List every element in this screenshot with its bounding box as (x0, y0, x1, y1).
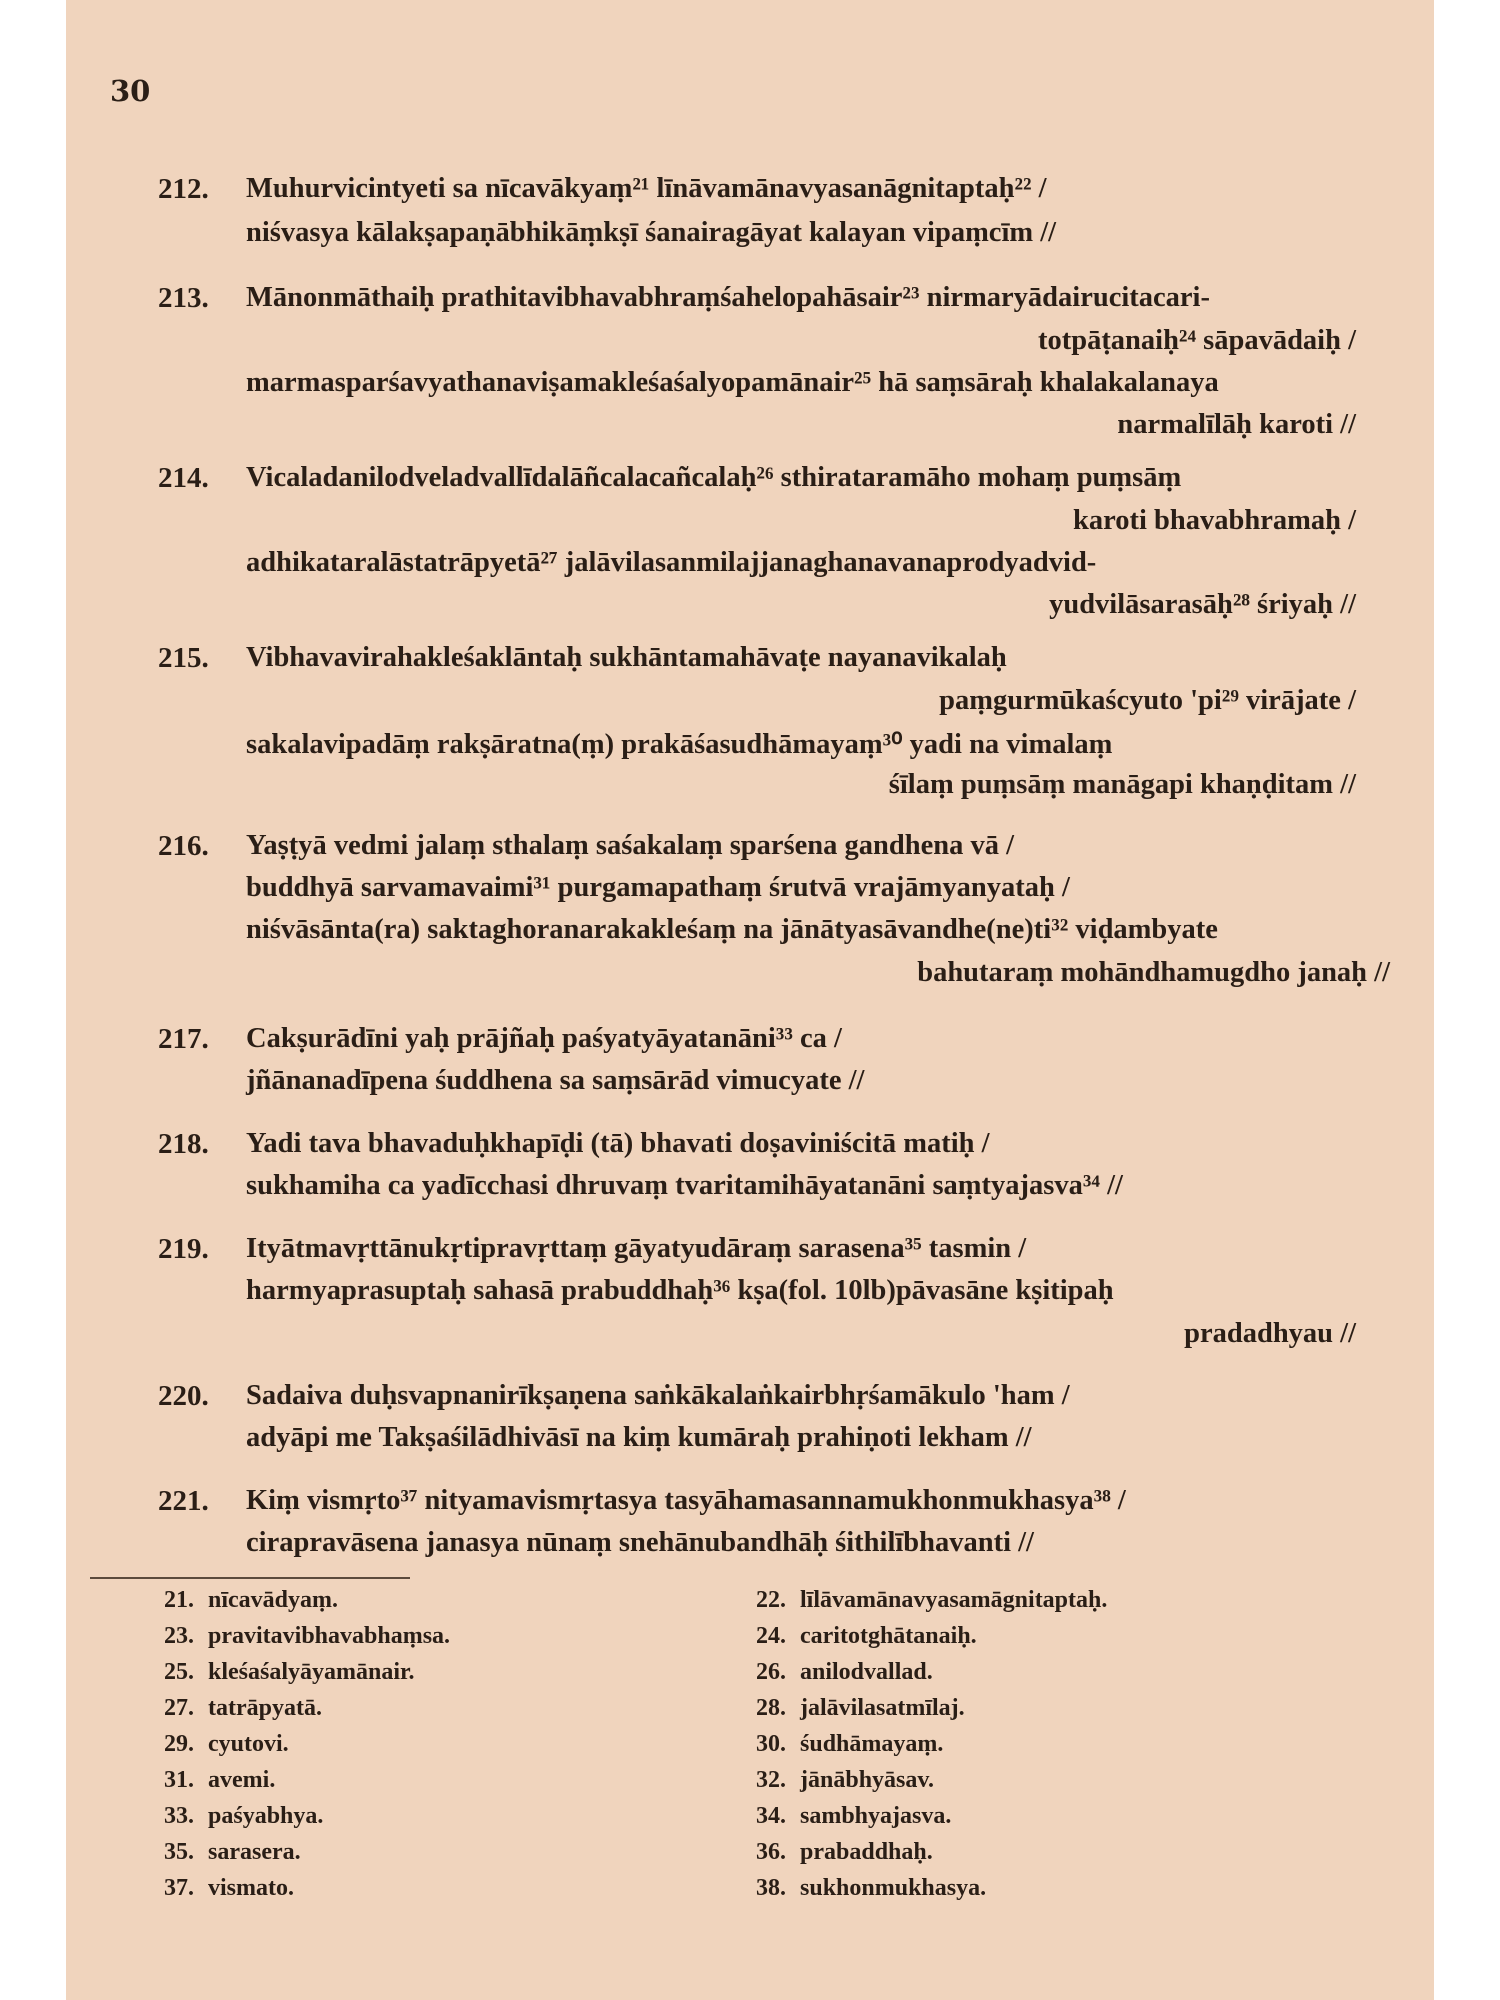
verse-line: Sadaiva duḥsvapnanirīkṣaṇena saṅkākalaṅkairbhṛśamākulo 'ham / (246, 1380, 1070, 1411)
verse-line: Muhurvicintyeti sa nīcavākyaṃ²¹ līnāvamānavyasanāgnitaptaḥ²² / (246, 173, 1047, 204)
verse-number: 220. (158, 1380, 209, 1412)
verse-line: karoti bhavabhramaḥ / (1073, 505, 1356, 536)
footnote (740, 1731, 943, 1758)
footnote-text: sambhyajasva. (800, 1803, 952, 1829)
footnote (740, 1875, 986, 1902)
footnote-text: sukhonmukhasya. (800, 1875, 987, 1901)
footnote-text: tatrāpyatā. (208, 1695, 322, 1721)
verse-line: niśvāsānta(ra) saktaghoranarakakleśaṃ na jānātyasāvandhe(ne)ti³² viḍambyate (246, 914, 1218, 945)
verse-line: adhikataralāstatrāpyetā²⁷ jalāvilasanmilajjanaghanavanaprodyadvid- (246, 547, 1097, 578)
footnote-text: śudhāmayaṃ. (800, 1731, 944, 1757)
footnote (740, 1587, 1107, 1614)
footnote-number: 22. (756, 1587, 786, 1613)
footnote-text: caritotghātanaiḥ. (800, 1623, 977, 1649)
footnote (148, 1875, 294, 1902)
verse-line: Mānonmāthaiḥ prathitavibhavabhraṃśahelopahāsair²³ nirmaryādairucitacari- (246, 282, 1210, 313)
footnote (148, 1803, 323, 1830)
footnote-text: jalāvilasatmīlaj. (800, 1695, 965, 1721)
verse-line: Yaṣṭyā vedmi jalaṃ sthalaṃ saśakalaṃ sparśena gandhena vā / (246, 830, 1014, 861)
footnote-number: 24. (756, 1623, 786, 1649)
verse-line: jñānanadīpena śuddhena sa saṃsārād vimucyate // (246, 1065, 865, 1096)
footnote (740, 1803, 951, 1830)
verse-number: 216. (158, 830, 209, 862)
footnote-text: cyutovi. (208, 1731, 289, 1757)
footnote-text: nīcavādyaṃ. (208, 1587, 339, 1613)
verse-line: narmalīlāḥ karoti // (1117, 409, 1356, 440)
verse-line: adyāpi me Takṣaśilādhivāsī na kiṃ kumāraḥ prahiṇoti lekham // (246, 1422, 1032, 1453)
verse-line: sakalavipadāṃ rakṣāratna(ṃ) prakāśasudhāmayaṃ³⁰ yadi na vimalaṃ (246, 729, 1113, 760)
verse-number: 221. (158, 1485, 209, 1517)
footnote-number: 38. (756, 1875, 786, 1901)
footnote-number: 25. (164, 1659, 194, 1685)
footnote-text: anilodvallad. (800, 1659, 933, 1685)
verse-number: 217. (158, 1023, 209, 1055)
footnote-divider (90, 1577, 410, 1579)
footnote-text: kleśaśalyāyamānair. (208, 1659, 415, 1685)
footnote-number: 29. (164, 1731, 194, 1757)
footnote-number: 26. (756, 1659, 786, 1685)
footnote-number: 37. (164, 1875, 194, 1901)
footnote (148, 1659, 414, 1686)
verse-line: cirapravāsena janasya nūnaṃ snehānubandhāḥ śithilībhavanti // (246, 1527, 1034, 1558)
verse-line: marmasparśavyathanaviṣamakleśaśalyopamānair²⁵ hā saṃsāraḥ khalakalanaya (246, 367, 1219, 398)
footnote (740, 1623, 977, 1650)
footnote-number: 36. (756, 1839, 786, 1865)
footnote-number: 34. (756, 1803, 786, 1829)
verse-line: bahutaraṃ mohāndhamugdho janaḥ // (917, 957, 1390, 988)
verse-number: 213. (158, 282, 209, 314)
footnote-text: līlāvamānavyasamāgnitaptaḥ. (800, 1587, 1108, 1613)
footnote (148, 1731, 289, 1758)
footnote-text: vismato. (208, 1875, 294, 1901)
footnote-number: 35. (164, 1839, 194, 1865)
footnote-number: 30. (756, 1731, 786, 1757)
verse-line: harmyaprasuptaḥ sahasā prabuddhaḥ³⁶ kṣa(fol. 10lb)pāvasāne kṣitipaḥ (246, 1275, 1114, 1306)
verse-line: Vibhavavirahakleśaklāntaḥ sukhāntamahāvaṭe nayanavikalaḥ (246, 642, 1007, 673)
footnote (148, 1623, 450, 1650)
footnote-number: 31. (164, 1767, 194, 1793)
verse-line: niśvasya kālakṣapaṇābhikāṃkṣī śanairagāyat kalayan vipaṃcīm // (246, 217, 1057, 248)
verse-number: 214. (158, 462, 209, 494)
footnote-text: pravitavibhavabhaṃsa. (208, 1623, 451, 1649)
verse-line: sukhamiha ca yadīcchasi dhruvaṃ tvaritamihāyatanāni saṃtyajasva³⁴ // (246, 1170, 1123, 1201)
footnote-text: paśyabhya. (208, 1803, 324, 1829)
verse-number: 212. (158, 173, 209, 205)
footnote-text: avemi. (208, 1767, 276, 1793)
verse-line: yudvilāsarasāḥ²⁸ śriyaḥ // (1049, 589, 1356, 620)
verse-line: pradadhyau // (1184, 1318, 1356, 1349)
footnote (740, 1767, 934, 1794)
footnote-number: 21. (164, 1587, 194, 1613)
footnote-text: prabaddhaḥ. (800, 1839, 933, 1865)
footnote (740, 1659, 933, 1686)
verse-line: buddhyā sarvamavaimi³¹ purgamapathaṃ śrutvā vrajāmyanyataḥ / (246, 872, 1070, 903)
footnote-number: 28. (756, 1695, 786, 1721)
verse-line: Kiṃ vismṛto³⁷ nityamavismṛtasya tasyāhamasannamukhonmukhasya³⁸ / (246, 1485, 1126, 1516)
footnote-text: sarasera. (208, 1839, 301, 1865)
footnote (148, 1839, 301, 1866)
verse-line: Ityātmavṛttānukṛtipravṛttaṃ gāyatyudāraṃ sarasena³⁵ tasmin / (246, 1233, 1027, 1264)
footnote (740, 1695, 965, 1722)
footnote-number: 32. (756, 1767, 786, 1793)
footnote (148, 1587, 338, 1614)
footnote (148, 1767, 275, 1794)
verse-number: 219. (158, 1233, 209, 1265)
verse-number: 218. (158, 1128, 209, 1160)
footnote (148, 1695, 322, 1722)
footnote-number: 27. (164, 1695, 194, 1721)
verse-line: Yadi tava bhavaduḥkhapīḍi (tā) bhavati doṣaviniścitā matiḥ / (246, 1128, 990, 1159)
footnote (740, 1839, 933, 1866)
page-number: 30 (110, 74, 151, 108)
footnote-number: 33. (164, 1803, 194, 1829)
footnote-text: jānābhyāsav. (800, 1767, 935, 1793)
verse-line: totpāṭanaiḥ²⁴ sāpavādaiḥ / (1037, 325, 1356, 356)
verse-line: Vicaladanilodveladvallīdalāñcalacañcalaḥ²⁶ sthirataramāho mohaṃ puṃsāṃ (246, 462, 1182, 493)
verse-line: śīlaṃ puṃsāṃ manāgapi khaṇḍitam // (888, 769, 1356, 800)
footnote-number: 23. (164, 1623, 194, 1649)
verse-line: Cakṣurādīni yaḥ prājñaḥ paśyatyāyatanāni³³ ca / (246, 1023, 842, 1054)
verse-line: paṃgurmūkaścyuto 'pi²⁹ virājate / (939, 685, 1356, 716)
verse-number: 215. (158, 642, 209, 674)
